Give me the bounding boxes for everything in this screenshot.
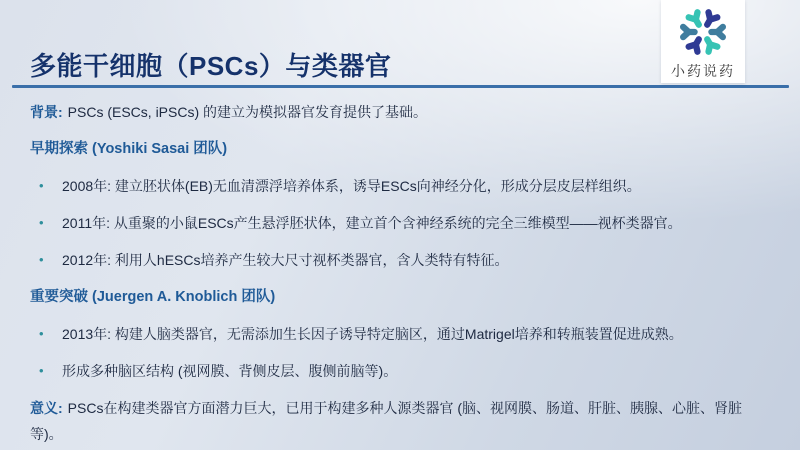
bullet-text-2011: 2011年: 从重聚的小鼠ESCs产生悬浮胚状体，建立首个含神经系统的完全三维模型——视杯类器官。 [62,215,682,231]
background-text: PSCs (ESCs, iPSCs) 的建立为模拟器官发育提供了基础。 [67,104,428,120]
bullet-text-brain-regions: 形成多种脑区结构 (视网膜、背侧皮层、腹侧前脑等)。 [62,363,398,379]
bullet-text-2012: 2012年: 利用人hESCs培养产生较大尺寸视杯类器官，含人类特有特征。 [62,252,509,268]
list-item [30,358,750,384]
slide-body [30,99,750,458]
brand-logo [661,0,745,83]
section-heading-early-exploration: 早期探索 (Yoshiki Sasai 团队) [30,141,228,157]
significance-label: 意义: [30,400,63,416]
hex-pinwheel-logo-icon [676,5,730,59]
bullet-icon: • [39,363,44,378]
significance-paragraph [30,395,750,447]
page-title: 多能干细胞（PSCs）与类器官 [30,51,392,81]
background-paragraph [30,99,750,125]
bullet-icon: • [39,215,44,230]
list-item [30,321,750,347]
brand-logo-text: 小药说药 [671,65,735,80]
list-item [30,210,750,236]
significance-text: PSCs在构建类器官方面潜力巨大，已用于构建多种人源类器官 (脑、视网膜、肠道、肝脏、胰腺、心脏、肾脏等)。 [30,400,743,442]
background-label: 背景: [30,104,63,120]
bullet-text-2008: 2008年: 建立胚状体(EB)无血清漂浮培养体系，诱导ESCs向神经分化，形成分层皮层样组织。 [62,178,641,194]
list-item [30,247,750,273]
section-heading-major-breakthrough: 重要突破 (Juergen A. Knoblich 团队) [30,289,276,305]
list-item [30,173,750,199]
title-underline [12,85,789,88]
bullet-icon: • [39,178,44,193]
bullet-icon: • [39,326,44,341]
bullet-text-2013: 2013年: 构建人脑类器官，无需添加生长因子诱导特定脑区，通过Matrigel培养和转瓶装置促进成熟。 [62,326,683,342]
bullet-icon: • [39,252,44,267]
